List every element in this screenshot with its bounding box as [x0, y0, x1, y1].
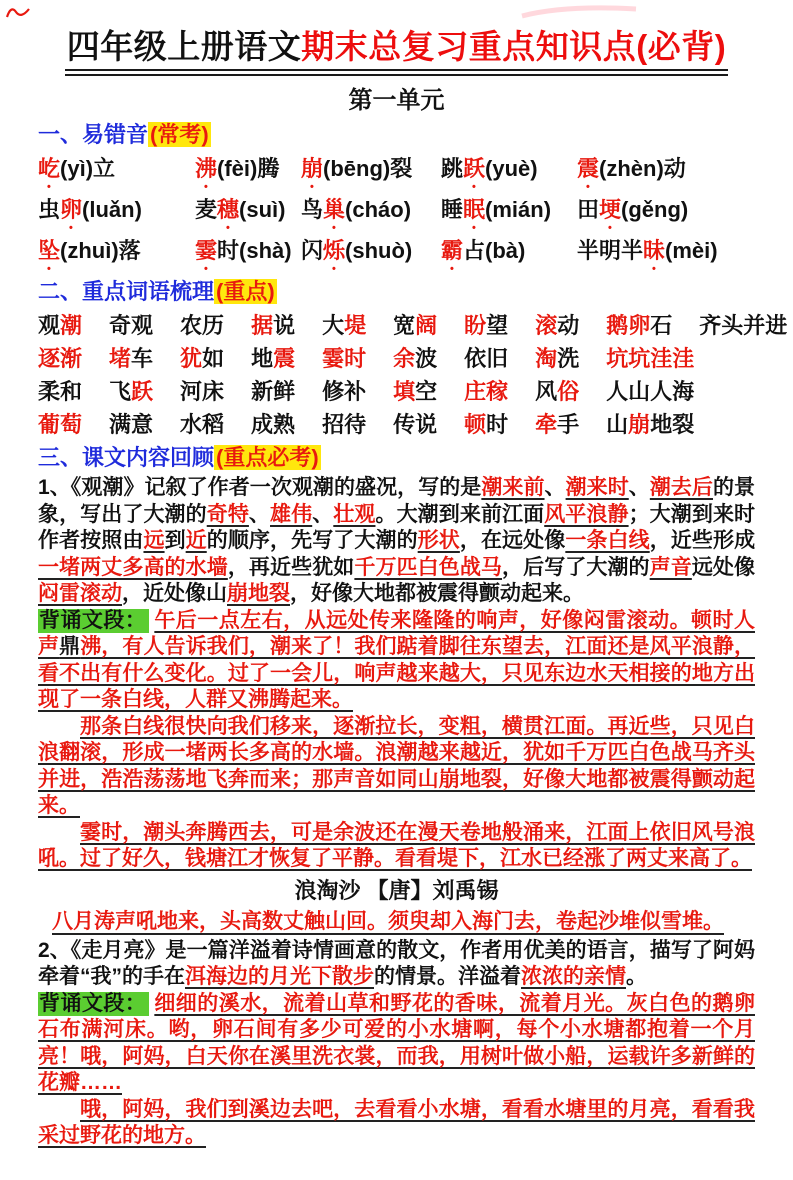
lesson2-recite-paragraph-1: [38, 991, 755, 1097]
pinyin-item: [301, 152, 441, 193]
text-segment: 。大潮到来前江面: [375, 502, 545, 526]
text-segment: 新鲜: [251, 379, 296, 405]
text-segment: 沸，有人告诉我们，潮来了！我们踮着脚往东望去，江面还是风平浪静，看不出有什么变化。过了一会儿，响声越来越大，只见东边水天相接的地方出现了一条白线，人群又沸腾起来。: [38, 635, 756, 712]
text-segment: 跃: [463, 156, 486, 182]
text-segment: 午后一点左右，从远处传来隆隆的响声，好像闷雷滚动。顿时人声: [38, 608, 755, 659]
text-segment: 埂: [599, 197, 622, 223]
text-segment: 洱海边的月光下散步: [185, 965, 374, 989]
text-segment: 潮去后: [649, 476, 713, 500]
text-segment: 堤: [344, 313, 367, 339]
page-title-text: [65, 26, 728, 76]
text-segment: 石: [650, 313, 673, 339]
text-segment: 依旧: [464, 346, 509, 372]
text-segment: 形状: [417, 529, 460, 553]
text-segment: 招待: [322, 412, 367, 438]
section-1-label: 一、易错音: [38, 122, 149, 148]
text-segment: (luǎn): [82, 197, 142, 223]
text-segment: 鸟: [301, 197, 324, 223]
word-item: [322, 309, 366, 342]
word-item: [393, 375, 437, 408]
pinyin-item: [441, 234, 577, 275]
text-segment: 鼎: [59, 635, 81, 659]
word-item: [393, 408, 437, 441]
text-segment: 齐头并进: [699, 313, 788, 339]
pinyin-item: [38, 234, 195, 275]
text-segment: 跃: [131, 379, 154, 405]
text-segment: 的顺序，先写了大潮的: [206, 529, 418, 553]
pinyin-item: [577, 152, 755, 193]
text-segment: 那条白线很快向我们移来，逐渐拉长，变粗，横贯江面。再近些，只见白浪翻滚，形成一堵两长多高的水墙。浪潮越来越近，犹如千万匹白色战马齐头并进，浩浩荡荡地飞奔而来；那声音如同山崩地裂，好像大地都被震得颤动起来。: [38, 714, 755, 818]
lesson2-recite-paragraph-2: [38, 1097, 755, 1150]
text-segment: 崩: [301, 156, 324, 182]
text-segment: 滚: [535, 313, 558, 339]
text-segment: 农历: [180, 313, 225, 339]
pinyin-item: [577, 193, 755, 234]
lesson1-summary: [38, 475, 755, 608]
text-segment: 一条白线: [565, 529, 650, 553]
text-segment: 修补: [322, 379, 367, 405]
text-segment: 跳: [441, 156, 464, 182]
text-segment: 、: [628, 476, 650, 500]
word-item: [180, 309, 224, 342]
text-segment: (mián): [485, 197, 552, 223]
word-item: [109, 309, 153, 342]
text-segment: 传说: [393, 412, 438, 438]
text-segment: 田: [577, 197, 600, 223]
word-item: [606, 375, 694, 408]
word-row-2: [38, 342, 755, 375]
text-segment: 空: [415, 379, 438, 405]
pinyin-item: [195, 193, 301, 234]
text-segment: (cháo): [345, 197, 412, 223]
text-segment: 闪: [301, 238, 324, 264]
text-segment: 潮来前: [481, 476, 545, 500]
text-segment: 地裂: [650, 412, 695, 438]
text-segment: 奇特: [206, 502, 249, 526]
text-segment: 填: [393, 379, 416, 405]
word-item: [180, 375, 224, 408]
text-segment: 霎: [195, 238, 218, 264]
text-segment: 、: [544, 476, 566, 500]
text-segment: ，好像大地都被震得颤动起来。: [290, 582, 584, 606]
text-segment: 睡: [441, 197, 464, 223]
word-item: [606, 342, 694, 375]
text-segment: 成熟: [251, 412, 296, 438]
text-segment: 鹅卵: [606, 313, 651, 339]
text-segment: 观: [38, 313, 61, 339]
text-segment: 大: [322, 313, 345, 339]
text-segment: ，在远处像: [459, 529, 566, 553]
word-item: [109, 408, 153, 441]
section-heading-3: [38, 443, 755, 473]
text-segment: 2、《走月亮》是一篇洋溢着诗情画意的散文，作者用优美的语言，描写了阿妈牵着“我”的手在: [38, 938, 755, 989]
word-item: [38, 342, 82, 375]
word-item: [464, 375, 508, 408]
text-segment: 占(bà): [463, 238, 526, 264]
page-title-black: 四年级上册语文: [66, 28, 302, 65]
word-item: [180, 408, 224, 441]
pinyin-row-3: [38, 234, 755, 275]
section-heading-2: [38, 277, 755, 307]
word-item: [38, 375, 82, 408]
word-item: [699, 309, 787, 342]
pinyin-row-2: [38, 193, 755, 234]
text-segment: (yuè): [485, 156, 538, 182]
text-segment: ，近些形成: [649, 529, 756, 553]
word-item: [38, 309, 82, 342]
text-segment: 崩地裂: [227, 582, 290, 606]
text-segment: 时: [486, 412, 509, 438]
text-segment: 一堵两丈多高的水墙: [38, 555, 228, 579]
word-item: [322, 375, 366, 408]
section-heading-1: [38, 120, 755, 150]
text-segment: 如: [202, 346, 225, 372]
pinyin-item: [301, 234, 441, 275]
word-item: [464, 408, 508, 441]
word-item: [535, 309, 579, 342]
text-segment: (suì): [239, 197, 286, 223]
word-item: [109, 375, 153, 408]
text-segment: 壮观: [333, 502, 376, 526]
pinyin-item: [38, 193, 195, 234]
stray-pink-smudge: [520, 3, 640, 19]
lesson2-summary: [38, 938, 755, 991]
text-segment: 坠: [38, 238, 61, 264]
recite-label: 背诵文段：: [38, 609, 149, 633]
page-title-red: 期末总复习重点知识点(必背): [301, 28, 727, 65]
text-segment: 坑坑洼洼: [606, 346, 695, 372]
text-segment: 余: [393, 346, 416, 372]
text-segment: 声音: [649, 555, 692, 579]
text-segment: ，后写了大潮的: [502, 555, 650, 579]
text-segment: 说: [273, 313, 296, 339]
text-segment: 麦: [195, 197, 218, 223]
page-title: [38, 26, 755, 76]
text-segment: (shuò): [345, 238, 413, 264]
word-item: [251, 408, 295, 441]
text-segment: 、: [312, 502, 334, 526]
text-segment: 堵: [109, 346, 132, 372]
pinyin-row-1: [38, 152, 755, 193]
pinyin-item: [38, 152, 195, 193]
text-segment: 浓浓的亲情: [521, 965, 626, 989]
text-segment: 烁: [323, 238, 346, 264]
word-item: [251, 375, 295, 408]
text-segment: 据: [251, 313, 274, 339]
text-segment: (yì)立: [60, 156, 116, 182]
text-segment: 1、《观潮》记叙了作者一次观潮的盛况，写的是: [38, 476, 482, 500]
text-segment: 犹: [180, 346, 203, 372]
lesson1-recite-paragraph-3: [38, 820, 755, 873]
text-segment: 的景象，写出了大潮的: [38, 476, 756, 526]
word-item: [606, 309, 672, 342]
word-item: [322, 342, 366, 375]
pinyin-item: [195, 234, 301, 275]
text-segment: 屹: [38, 156, 61, 182]
section-3-tag: (重点必考): [216, 445, 319, 471]
text-segment: 远: [143, 529, 165, 553]
text-segment: 葡萄: [38, 412, 83, 438]
word-item: [606, 408, 694, 441]
stray-red-mark: [4, 2, 32, 22]
text-segment: 手: [557, 412, 580, 438]
text-segment: 闷雷滚动: [38, 582, 122, 606]
text-segment: 穗: [217, 197, 240, 223]
text-segment: 阔: [415, 313, 438, 339]
word-item: [464, 309, 508, 342]
text-segment: 风: [535, 379, 558, 405]
section-2-tag: (重点): [216, 279, 275, 305]
text-segment: 牵: [535, 412, 558, 438]
text-segment: 奇观: [109, 313, 154, 339]
text-segment: 淘: [535, 346, 558, 372]
word-item: [535, 342, 579, 375]
text-segment: (zhèn)动: [599, 156, 686, 182]
text-segment: 千万匹白色战马: [354, 555, 503, 579]
text-segment: 逐渐: [38, 346, 83, 372]
text-segment: 俗: [557, 379, 580, 405]
text-segment: 雄伟: [270, 502, 313, 526]
text-segment: 河床: [180, 379, 225, 405]
word-item: [393, 342, 437, 375]
text-segment: 满意: [109, 412, 154, 438]
text-segment: 细细的溪水，流着山草和野花的香味，流着月光。灰白色的鹅卵石布满河床。哟，卵石间有多少可爱的小水塘啊，每个小水塘都抱着一个月亮！哦，阿妈，白天你在溪里洗衣裳，而我，用树叶做小船，运载许多新鲜的花瓣……: [38, 991, 755, 1095]
pinyin-item: [441, 152, 577, 193]
word-item: [535, 375, 579, 408]
lesson1-recite-paragraph-1: [38, 608, 755, 714]
word-item: [393, 309, 437, 342]
text-segment: 到: [164, 529, 186, 553]
text-segment: 时(shà): [217, 238, 292, 264]
text-segment: 潮: [60, 313, 83, 339]
text-segment: 、: [248, 502, 271, 526]
pinyin-item: [195, 152, 301, 193]
text-segment: (mèi): [665, 238, 718, 264]
text-segment: 望: [486, 313, 509, 339]
text-segment: 霎时: [322, 346, 367, 372]
text-segment: 洗: [557, 346, 580, 372]
text-segment: 潮来时: [565, 476, 629, 500]
text-segment: 山: [606, 412, 629, 438]
word-row-4: [38, 408, 755, 441]
text-segment: (fèi)腾: [217, 156, 280, 182]
text-segment: 车: [131, 346, 154, 372]
text-segment: 顿: [464, 412, 487, 438]
text-segment: 哦，阿妈，我们到溪边去吧，去看看小水塘，看看水塘里的月亮，看看我采过野花的地方。: [38, 1097, 755, 1148]
text-segment: 水稻: [180, 412, 225, 438]
text-segment: 人山人海: [606, 379, 695, 405]
text-segment: 震: [273, 346, 296, 372]
word-item: [251, 342, 295, 375]
text-segment: 。: [626, 965, 647, 989]
word-item: [109, 342, 153, 375]
word-item: [535, 408, 579, 441]
pinyin-item: [441, 193, 577, 234]
text-segment: 近: [185, 529, 207, 553]
word-item: [464, 342, 508, 375]
text-segment: ，近处像山: [122, 582, 227, 606]
word-item: [180, 342, 224, 375]
text-segment: (gěng): [621, 197, 689, 223]
poem-title: 浪淘沙 【唐】刘禹锡: [294, 877, 499, 903]
word-item: [322, 408, 366, 441]
text-segment: 飞: [109, 379, 132, 405]
word-row-3: [38, 375, 755, 408]
unit-heading: 第一单元: [348, 87, 445, 115]
text-segment: 巢: [323, 197, 346, 223]
text-segment: 霸: [441, 238, 464, 264]
text-segment: 卵: [60, 197, 83, 223]
text-segment: 远处像: [691, 555, 756, 579]
text-segment: 地: [251, 346, 274, 372]
pinyin-item: [301, 193, 441, 234]
text-segment: 眠: [463, 197, 486, 223]
text-segment: 风平浪静: [544, 502, 629, 526]
text-segment: 霎时，潮头奔腾西去，可是余波还在漫天卷地般涌来，江面上依旧风号浪吼。过了好久，钱塘江才恢复了平静。看看堤下，江水已经涨了两丈来高了。: [38, 820, 755, 871]
text-segment: (zhuì)落: [60, 238, 141, 264]
text-segment: 宽: [393, 313, 416, 339]
text-segment: 柔和: [38, 379, 83, 405]
pinyin-item: [577, 234, 755, 275]
text-segment: 崩: [628, 412, 651, 438]
section-3-label: 三、课文内容回顾: [38, 445, 215, 471]
poem-line: 八月涛声吼地来，头高数丈触山回。须臾却入海门去，卷起沙堆似雪堆。: [52, 909, 724, 933]
text-segment: ；大潮到来时作者按照由: [38, 502, 756, 553]
word-item: [38, 408, 82, 441]
word-item: [251, 309, 295, 342]
section-1-tag: (常考): [150, 122, 209, 148]
text-segment: 庄稼: [464, 379, 509, 405]
word-row-1: [38, 309, 788, 342]
text-segment: 半明半: [577, 238, 644, 264]
text-segment: 沸: [195, 156, 218, 182]
text-segment: 的情景。洋溢着: [374, 965, 521, 989]
text-segment: 虫: [38, 197, 61, 223]
text-segment: 昧: [643, 238, 666, 264]
text-segment: 盼: [464, 313, 487, 339]
text-segment: (bēng)裂: [323, 156, 413, 182]
text-segment: 动: [557, 313, 580, 339]
lesson1-recite-paragraph-2: [38, 714, 755, 820]
text-segment: 震: [577, 156, 600, 182]
section-2-label: 二、重点词语梳理: [38, 279, 215, 305]
text-segment: 波: [415, 346, 438, 372]
text-segment: ，再近些犹如: [227, 555, 355, 579]
recite-label: 背诵文段：: [38, 992, 149, 1016]
